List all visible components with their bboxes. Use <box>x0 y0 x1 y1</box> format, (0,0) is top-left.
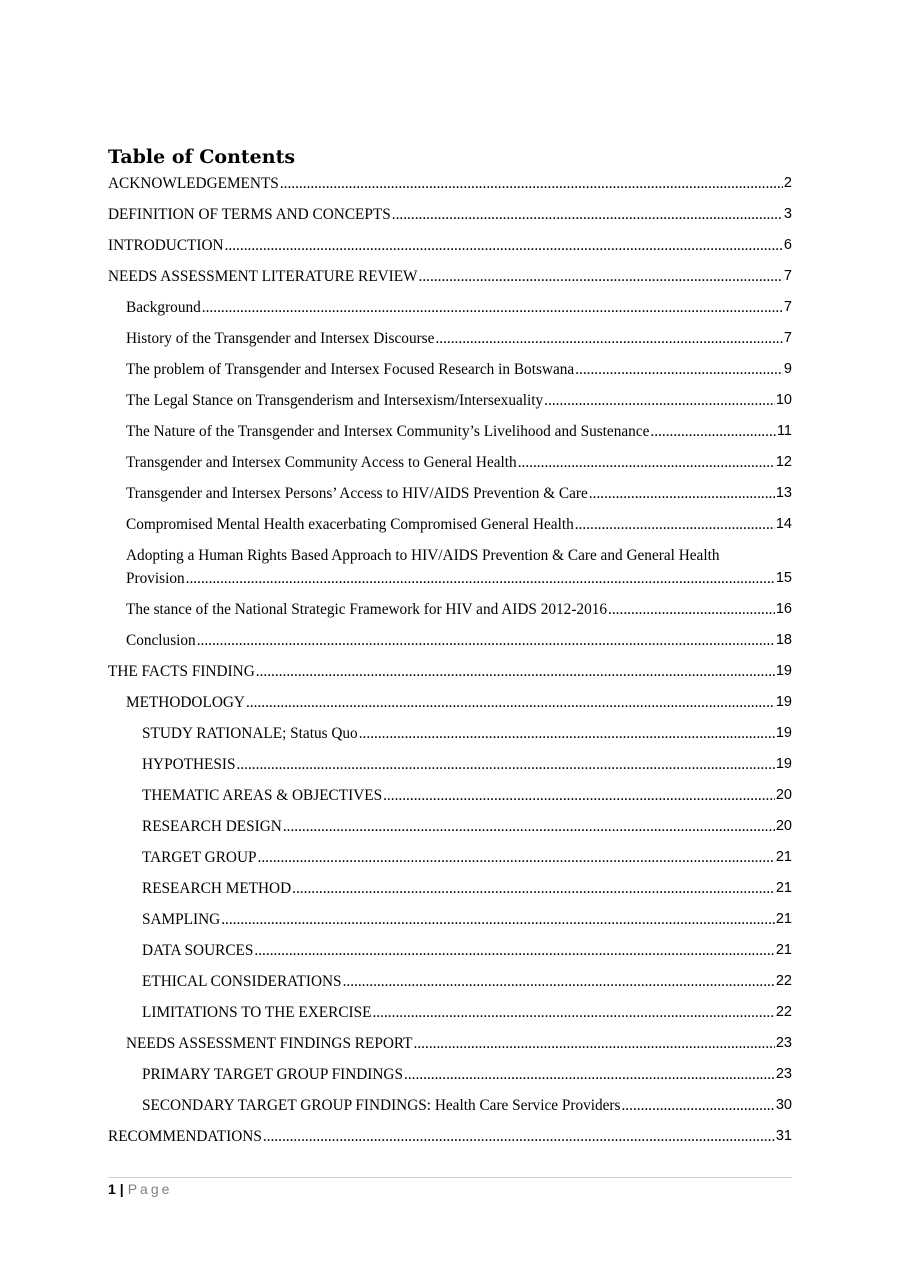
toc-dot-leader <box>650 420 776 443</box>
toc-entry-title[interactable]: Transgender and Intersex Community Access to General Health <box>126 454 517 471</box>
toc-page-number[interactable]: 21 <box>775 942 792 958</box>
toc-entry-title[interactable]: DATA SOURCES <box>142 942 254 959</box>
toc-entry[interactable] <box>108 513 792 536</box>
toc-page-number[interactable]: 11 <box>776 423 792 439</box>
toc-page-number[interactable]: 19 <box>775 694 792 710</box>
toc-dot-leader <box>254 939 774 962</box>
toc-entry-title[interactable]: The Nature of the Transgender and Intersex Community’s Livelihood and Sustenance <box>126 423 650 440</box>
toc-page-number[interactable]: 2 <box>783 175 792 191</box>
toc-entry-title[interactable]: METHODOLOGY <box>126 694 245 711</box>
toc-entry[interactable] <box>108 482 792 505</box>
toc-entry[interactable] <box>108 544 792 590</box>
toc-entry[interactable] <box>108 598 792 621</box>
toc-entry[interactable] <box>108 172 792 195</box>
toc-entry[interactable] <box>108 939 792 962</box>
toc-dot-leader <box>246 691 775 714</box>
toc-entry-title[interactable]: NEEDS ASSESSMENT LITERATURE REVIEW <box>108 268 418 285</box>
table-of-contents <box>108 172 792 1156</box>
toc-entry-title[interactable]: NEEDS ASSESSMENT FINDINGS REPORT <box>126 1035 413 1052</box>
toc-entry[interactable] <box>108 753 792 776</box>
toc-page-number[interactable]: 21 <box>775 911 792 927</box>
toc-entry-title[interactable]: Transgender and Intersex Persons’ Access to HIV/AIDS Prevention & Care <box>126 485 588 502</box>
toc-entry-title[interactable]: Background <box>126 299 201 316</box>
toc-dot-leader <box>256 660 775 683</box>
toc-entry[interactable] <box>108 389 792 412</box>
toc-entry-title[interactable]: Provision <box>126 570 185 587</box>
toc-dot-leader <box>404 1063 775 1086</box>
toc-heading: Table of Contents <box>108 146 296 168</box>
toc-page-number[interactable]: 7 <box>783 268 792 284</box>
toc-page-number[interactable]: 19 <box>775 756 792 772</box>
toc-dot-leader <box>608 598 775 621</box>
footer-page-number: 1 <box>108 1181 116 1197</box>
toc-dot-leader <box>292 877 775 900</box>
toc-dot-leader <box>202 296 783 319</box>
toc-page-number[interactable]: 23 <box>775 1066 792 1082</box>
toc-entry-title[interactable]: The Legal Stance on Transgenderism and Intersexism/Intersexuality <box>126 392 544 409</box>
toc-entry-title[interactable]: The problem of Transgender and Intersex Focused Research in Botswana <box>126 361 575 378</box>
toc-entry[interactable] <box>108 203 792 226</box>
toc-entry[interactable] <box>108 358 792 381</box>
toc-dot-leader <box>359 722 775 745</box>
toc-page-number[interactable]: 31 <box>775 1128 792 1144</box>
toc-entry[interactable] <box>108 1063 792 1086</box>
toc-entry-title[interactable]: LIMITATIONS TO THE EXERCISE <box>142 1004 372 1021</box>
toc-page-number[interactable]: 16 <box>775 601 792 617</box>
toc-dot-leader <box>414 1032 775 1055</box>
toc-entry[interactable] <box>108 420 792 443</box>
toc-dot-leader <box>263 1125 775 1148</box>
toc-entry-title[interactable]: RESEARCH DESIGN <box>142 818 282 835</box>
toc-page-number[interactable]: 10 <box>775 392 792 408</box>
toc-entry-title[interactable]: THE FACTS FINDING <box>108 663 255 680</box>
toc-page-number[interactable]: 21 <box>775 880 792 896</box>
toc-dot-leader <box>283 815 775 838</box>
toc-entry-title[interactable]: DEFINITION OF TERMS AND CONCEPTS <box>108 206 391 223</box>
toc-entry[interactable] <box>108 970 792 993</box>
toc-dot-leader <box>383 784 775 807</box>
toc-dot-leader <box>280 172 783 195</box>
toc-dot-leader <box>589 482 775 505</box>
toc-page-number[interactable]: 7 <box>783 299 792 315</box>
toc-entry[interactable] <box>108 629 792 652</box>
footer-separator: | <box>119 1181 124 1197</box>
toc-page-number[interactable]: 3 <box>783 206 792 222</box>
toc-page-number[interactable]: 23 <box>775 1035 792 1051</box>
toc-dot-leader <box>392 203 783 226</box>
toc-entry[interactable] <box>108 234 792 257</box>
toc-entry[interactable] <box>108 722 792 745</box>
toc-dot-leader <box>419 265 783 288</box>
toc-dot-leader <box>186 567 775 590</box>
toc-entry-title[interactable]: RECOMMENDATIONS <box>108 1128 262 1145</box>
toc-page-number[interactable]: 19 <box>775 663 792 679</box>
toc-dot-leader <box>435 327 782 350</box>
toc-entry-title[interactable]: RESEARCH METHOD <box>142 880 292 897</box>
toc-entry[interactable] <box>108 1125 792 1148</box>
toc-entry[interactable] <box>108 846 792 869</box>
toc-entry-title[interactable]: HYPOTHESIS <box>142 756 236 773</box>
toc-entry-title[interactable]: TARGET GROUP <box>142 849 257 866</box>
toc-entry-title[interactable]: Conclusion <box>126 632 196 649</box>
toc-page-number[interactable]: 6 <box>783 237 792 253</box>
toc-page-number[interactable]: 12 <box>775 454 792 470</box>
toc-dot-leader <box>221 908 775 931</box>
toc-entry[interactable] <box>108 784 792 807</box>
toc-entry[interactable] <box>108 660 792 683</box>
toc-entry[interactable] <box>108 296 792 319</box>
toc-dot-leader <box>237 753 775 776</box>
toc-dot-leader <box>544 389 775 412</box>
toc-entry-title[interactable]: Compromised Mental Health exacerbating Compromised General Health <box>126 516 574 533</box>
toc-page-number[interactable]: 14 <box>775 516 792 532</box>
toc-dot-leader <box>343 970 775 993</box>
toc-page-number[interactable]: 13 <box>775 485 792 501</box>
toc-dot-leader <box>575 513 775 536</box>
toc-entry[interactable] <box>108 1032 792 1055</box>
toc-page-number[interactable]: 7 <box>783 330 792 346</box>
toc-dot-leader <box>258 846 775 869</box>
toc-entry-title[interactable]: INTRODUCTION <box>108 237 224 254</box>
toc-entry[interactable] <box>108 815 792 838</box>
toc-entry[interactable] <box>108 877 792 900</box>
toc-dot-leader <box>621 1094 774 1117</box>
toc-entry-title[interactable]: SAMPLING <box>142 911 221 928</box>
toc-dot-leader <box>575 358 783 381</box>
toc-page-number[interactable]: 22 <box>775 1004 792 1020</box>
toc-page-number[interactable]: 20 <box>775 818 792 834</box>
toc-dot-leader <box>197 629 775 652</box>
toc-entry-title[interactable]: PRIMARY TARGET GROUP FINDINGS <box>142 1066 403 1083</box>
page-footer <box>108 1180 172 1198</box>
toc-dot-leader <box>225 234 783 257</box>
toc-entry[interactable] <box>108 1094 792 1117</box>
toc-entry-title[interactable]: Adopting a Human Rights Based Approach to HIV/AIDS Prevention & Care and General Health <box>126 547 720 564</box>
toc-entry-title-continued <box>126 567 792 590</box>
footer-divider <box>108 1177 792 1178</box>
footer-page-word: Page <box>127 1181 173 1197</box>
toc-entry-title[interactable]: ACKNOWLEDGEMENTS <box>108 175 279 192</box>
toc-entry-title[interactable]: STUDY RATIONALE; Status Quo <box>142 725 358 742</box>
toc-entry-title[interactable]: The stance of the National Strategic Framework for HIV and AIDS 2012-2016 <box>126 601 608 618</box>
toc-entry[interactable] <box>108 908 792 931</box>
toc-page-number[interactable]: 30 <box>775 1097 792 1113</box>
toc-page-number[interactable]: 9 <box>783 361 792 377</box>
toc-page-number[interactable]: 18 <box>775 632 792 648</box>
toc-entry[interactable] <box>108 691 792 714</box>
toc-page-number[interactable]: 15 <box>775 570 792 586</box>
toc-entry-title[interactable]: History of the Transgender and Intersex Discourse <box>126 330 435 347</box>
toc-entry[interactable] <box>108 451 792 474</box>
toc-page-number[interactable]: 19 <box>775 725 792 741</box>
toc-entry-title[interactable]: ETHICAL CONSIDERATIONS <box>142 973 342 990</box>
toc-page-number[interactable]: 20 <box>775 787 792 803</box>
toc-page-number[interactable]: 22 <box>775 973 792 989</box>
toc-entry[interactable] <box>108 1001 792 1024</box>
toc-entry-title[interactable]: THEMATIC AREAS & OBJECTIVES <box>142 787 383 804</box>
toc-entry[interactable] <box>108 327 792 350</box>
toc-entry[interactable] <box>108 265 792 288</box>
toc-entry-title[interactable]: SECONDARY TARGET GROUP FINDINGS: Health Care Service Providers <box>142 1097 621 1114</box>
toc-dot-leader <box>518 451 775 474</box>
toc-dot-leader <box>373 1001 775 1024</box>
toc-page-number[interactable]: 21 <box>775 849 792 865</box>
